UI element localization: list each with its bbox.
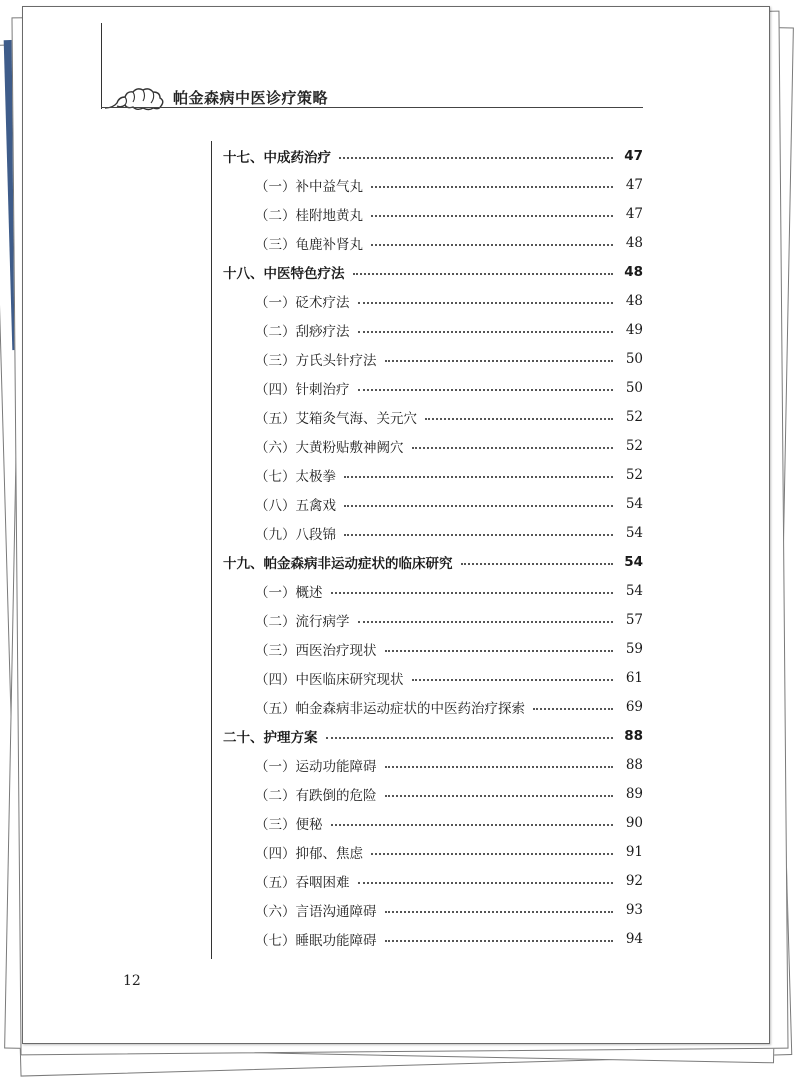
toc-entry-title: （四）抑郁、焦虑 [255,845,363,862]
toc-entry-title: （二）桂附地黄丸 [255,207,363,224]
toc-entry-title: （一）运动功能障碍 [255,758,377,775]
header-rule [101,107,643,108]
toc-leader-dots [371,853,613,855]
toc-entry-title: （二）刮痧疗法 [255,323,350,340]
toc-entry-title: 十八、中医特色疗法 [223,265,345,282]
header-vertical-rule [101,23,102,109]
toc-section-row [223,721,643,750]
toc-page-number: 50 [625,379,643,396]
toc-leader-dots [358,882,614,884]
table-of-contents [223,141,643,953]
toc-page-number: 69 [625,698,643,715]
toc-entry-title: （三）西医治疗现状 [255,642,377,659]
toc-item-row [223,808,643,837]
toc-page-number: 47 [625,176,643,193]
toc-leader-dots [385,940,614,942]
toc-page-number: 88 [625,756,643,773]
toc-item-row [223,576,643,605]
toc-leader-dots [326,737,614,739]
toc-item-row [223,605,643,634]
toc-item-row [223,170,643,199]
toc-leader-dots [358,331,614,333]
toc-entry-title: （五）帕金森病非运动症状的中医药治疗探索 [255,700,525,717]
toc-page-number: 92 [625,872,643,889]
toc-entry-title: （一）补中益气丸 [255,178,363,195]
toc-page-number: 54 [625,495,643,512]
toc-entry-title: （二）流行病学 [255,613,350,630]
toc-leader-dots [385,911,614,913]
toc-leader-dots [339,157,613,159]
toc-page-number: 88 [624,727,643,744]
toc-item-row [223,692,643,721]
toc-leader-dots [358,621,614,623]
toc-leader-dots [412,679,614,681]
toc-item-row [223,663,643,692]
toc-page-number: 47 [625,205,643,222]
toc-leader-dots [385,795,614,797]
book-title: 帕金森病中医诊疗策略 [173,89,329,107]
toc-page-number: 47 [624,147,643,164]
toc-page-number: 94 [625,930,643,947]
toc-page-number: 93 [625,901,643,918]
toc-leader-dots [344,534,613,536]
toc-leader-dots [385,766,614,768]
toc-item-row [223,866,643,895]
toc-entry-title: （四）中医临床研究现状 [255,671,404,688]
toc-entry-title: 十九、帕金森病非运动症状的临床研究 [223,555,453,572]
toc-entry-title: 二十、护理方案 [223,729,318,746]
toc-entry-title: （七）睡眠功能障碍 [255,932,377,949]
toc-section-row [223,141,643,170]
toc-leader-dots [425,418,613,420]
toc-item-row [223,431,643,460]
toc-leader-dots [344,505,613,507]
toc-leader-dots [353,273,614,275]
toc-item-row [223,489,643,518]
toc-leader-dots [461,563,614,565]
toc-item-row [223,460,643,489]
toc-leader-dots [331,824,614,826]
toc-item-row [223,373,643,402]
toc-item-row [223,286,643,315]
toc-page-number: 54 [625,524,643,541]
toc-page-number: 48 [625,292,643,309]
toc-leader-dots [371,244,613,246]
toc-item-row [223,228,643,257]
toc-entry-title: （二）有跌倒的危险 [255,787,377,804]
toc-leader-dots [385,360,614,362]
toc-leader-dots [371,186,613,188]
toc-item-row [223,402,643,431]
toc-leader-dots [371,215,613,217]
toc-page-number: 54 [624,553,643,570]
toc-entry-title: （七）太极拳 [255,468,336,485]
toc-page-number: 61 [625,669,643,686]
toc-page-number: 52 [625,408,643,425]
toc-entry-title: 十七、中成药治疗 [223,149,331,166]
toc-page-number: 57 [625,611,643,628]
toc-item-row [223,518,643,547]
toc-leader-dots [358,389,614,391]
toc-entry-title: （六）大黄粉贴敷神阙穴 [255,439,404,456]
toc-entry-title: （五）吞咽困难 [255,874,350,891]
toc-item-row [223,634,643,663]
toc-page-number: 90 [625,814,643,831]
toc-leader-dots [344,476,613,478]
toc-section-row [223,547,643,576]
toc-entry-title: （八）五禽戏 [255,497,336,514]
toc-entry-title: （三）龟鹿补肾丸 [255,236,363,253]
toc-item-row [223,837,643,866]
document-page [22,6,770,1044]
toc-entry-title: （九）八段锦 [255,526,336,543]
toc-leader-dots [358,302,614,304]
toc-page-number: 52 [625,466,643,483]
toc-page-number: 49 [625,321,643,338]
toc-page-number: 48 [624,263,643,280]
toc-item-row [223,924,643,953]
toc-page-number: 54 [625,582,643,599]
toc-page-number: 91 [625,843,643,860]
toc-page-number: 89 [625,785,643,802]
toc-page-number: 52 [625,437,643,454]
toc-leader-dots [385,650,614,652]
toc-entry-title: （一）砭术疗法 [255,294,350,311]
toc-leader-dots [533,708,613,710]
toc-item-row [223,750,643,779]
page-number: 12 [123,973,141,989]
toc-item-row [223,779,643,808]
toc-item-row [223,895,643,924]
toc-page-number: 59 [625,640,643,657]
toc-item-row [223,199,643,228]
toc-entry-title: （五）艾箱灸气海、关元穴 [255,410,417,427]
toc-item-row [223,344,643,373]
toc-page-number: 48 [625,234,643,251]
toc-entry-title: （三）方氏头针疗法 [255,352,377,369]
toc-leader-dots [331,592,614,594]
toc-item-row [223,315,643,344]
toc-entry-title: （六）言语沟通障碍 [255,903,377,920]
toc-vertical-rule [211,141,212,959]
toc-entry-title: （三）便秘 [255,816,323,833]
toc-entry-title: （四）针刺治疗 [255,381,350,398]
toc-entry-title: （一）概述 [255,584,323,601]
toc-section-row [223,257,643,286]
toc-leader-dots [412,447,614,449]
toc-page-number: 50 [625,350,643,367]
